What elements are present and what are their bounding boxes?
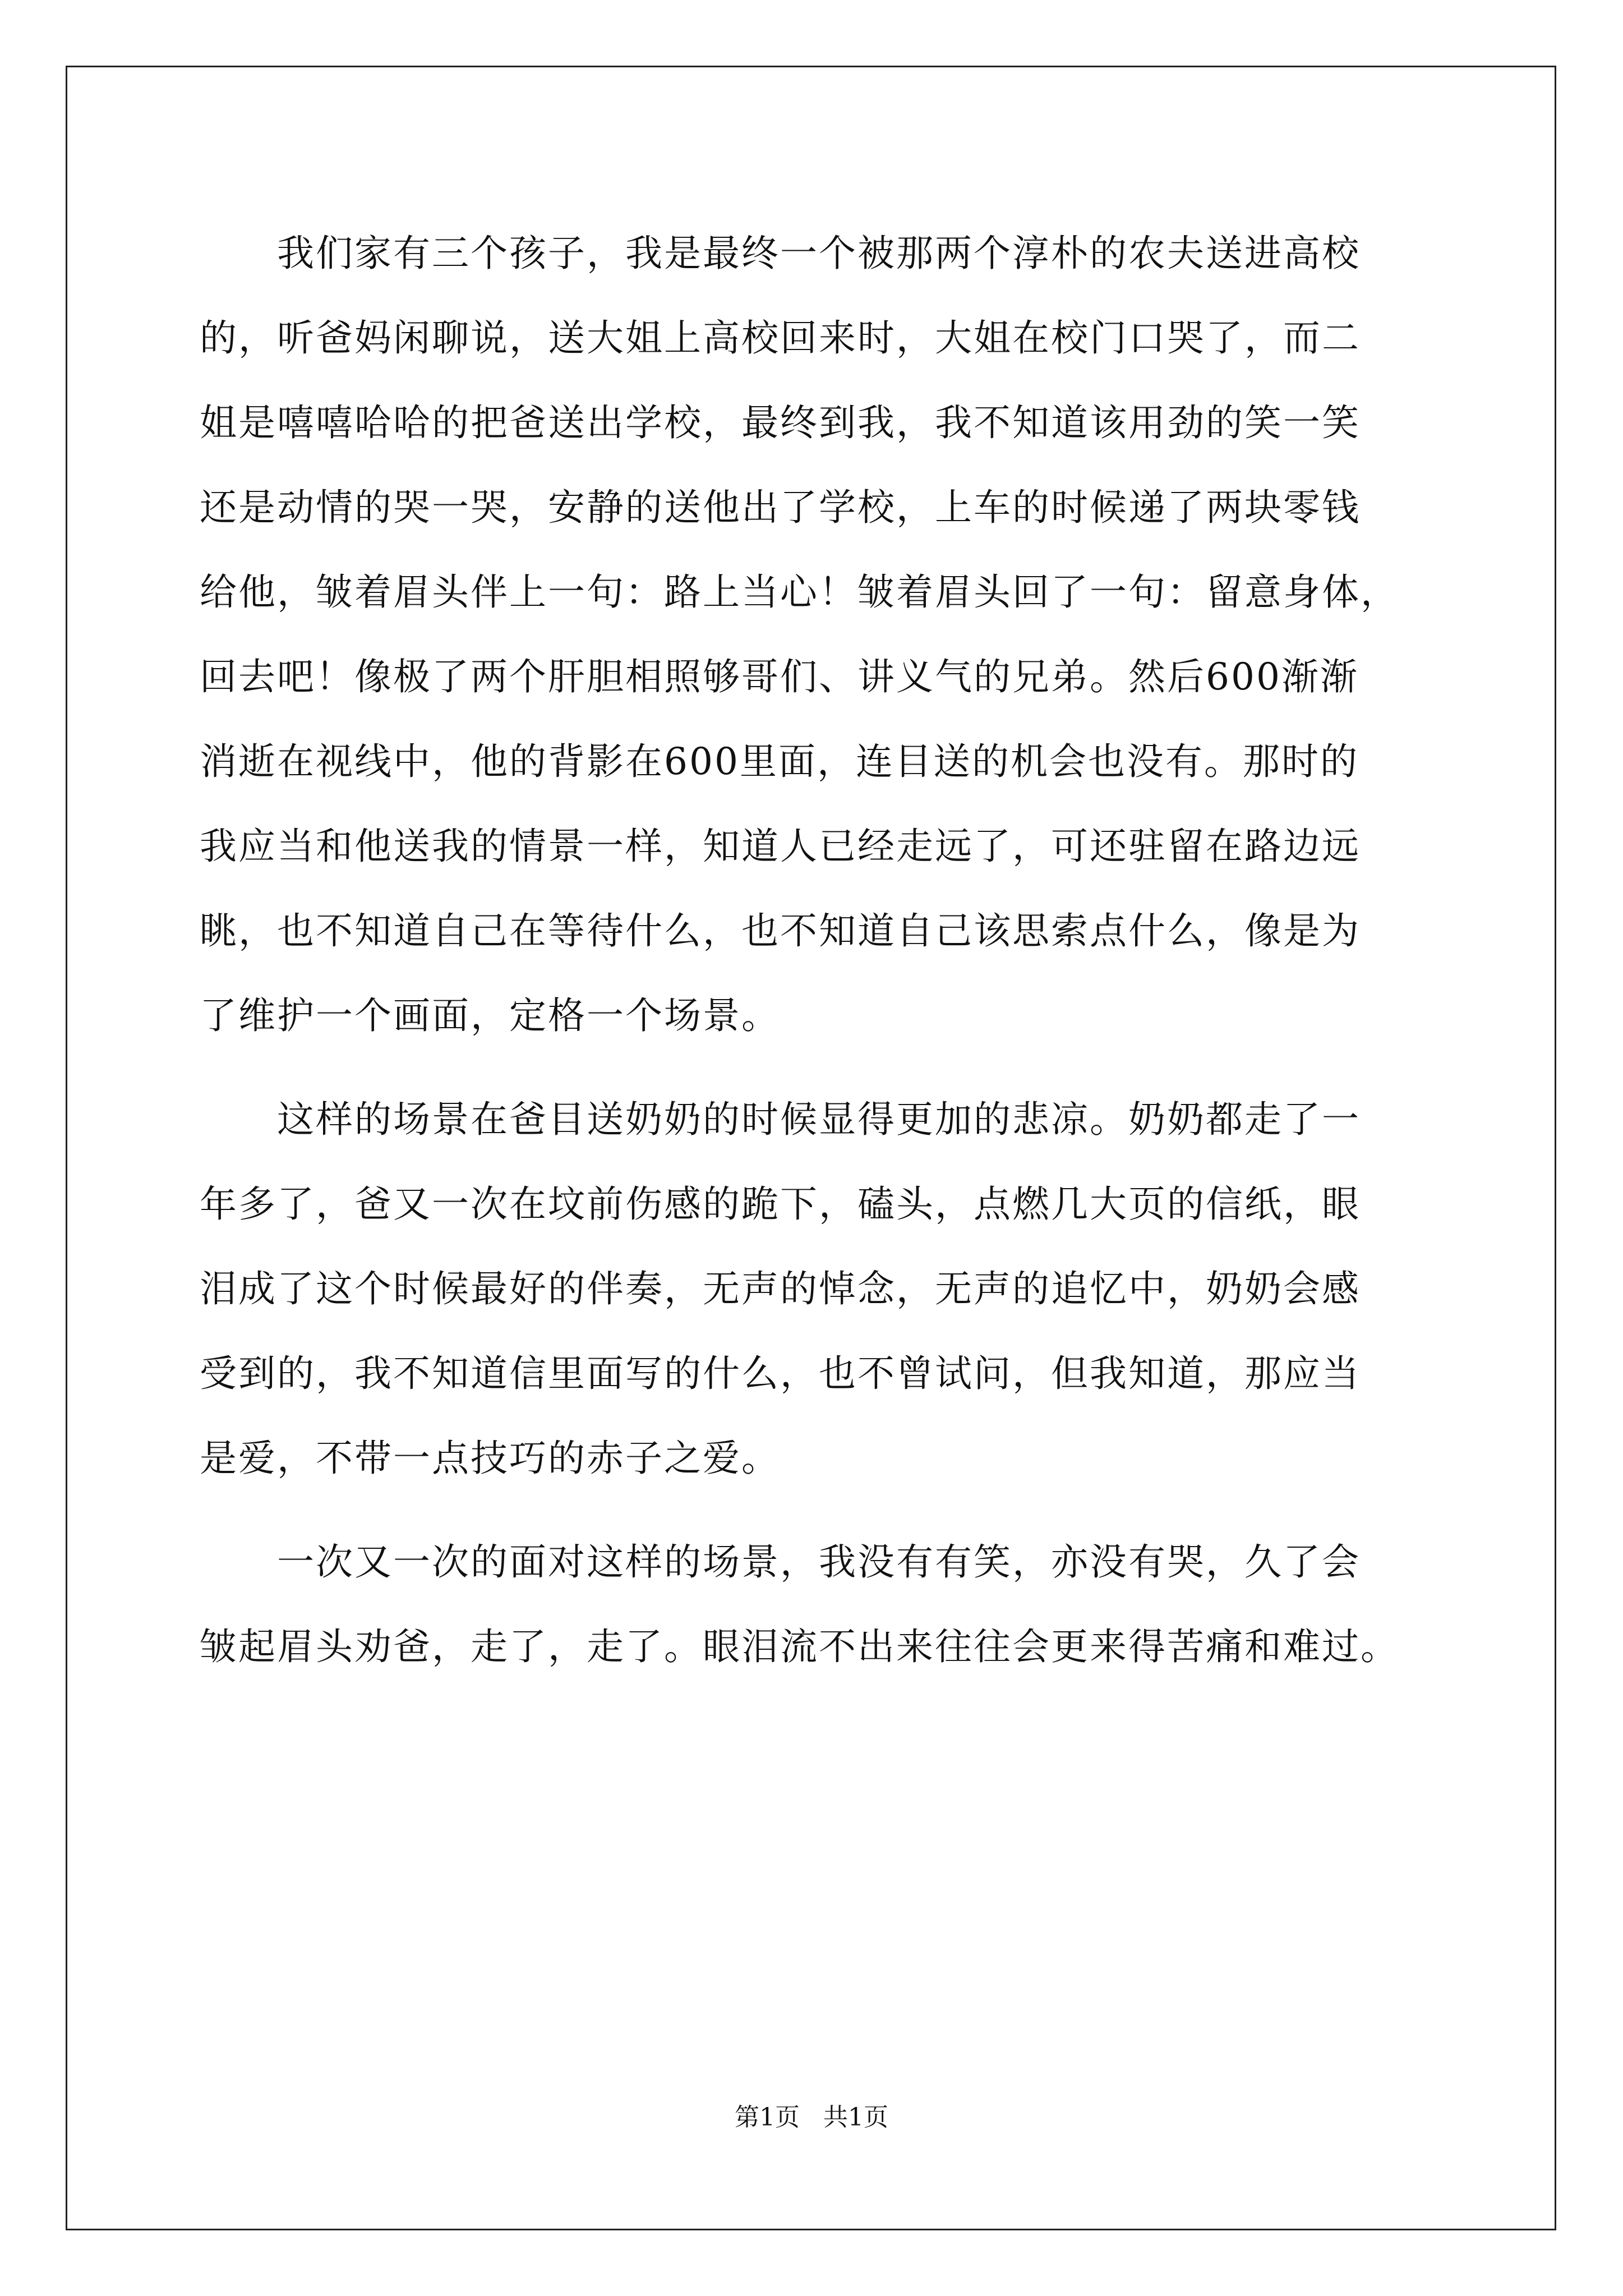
paragraph-1 xyxy=(200,211,1428,1058)
document-body xyxy=(200,211,1428,1689)
paragraph-spacer xyxy=(200,1501,1428,1520)
page-number-footer: 第1页 共1页 xyxy=(735,2103,888,2132)
text-line: 我应当和他送我的情景一样，知道人已经走远了，可还驻留在路边远 xyxy=(200,825,1361,868)
text-line: 泪成了这个时候最好的伴奏，无声的悼念，无声的追忆中，奶奶会感 xyxy=(200,1267,1361,1310)
text-line: 皱起眉头劝爸，走了，走了。眼泪流不出来往往会更来得苦痛和难过。 xyxy=(200,1625,1399,1668)
paragraph-2 xyxy=(200,1077,1428,1501)
text-line: 一次又一次的面对这样的场景，我没有有笑，亦没有哭，久了会 xyxy=(200,1540,1361,1584)
text-line: 还是动情的哭一哭，安静的送他出了学校，上车的时候递了两块零钱 xyxy=(200,486,1361,529)
text-line: 我们家有三个孩子，我是最终一个被那两个淳朴的农夫送进高校 xyxy=(200,232,1361,275)
paragraph-spacer xyxy=(200,1058,1428,1077)
paragraph-3 xyxy=(200,1520,1428,1689)
text-line: 年多了，爸又一次在坟前伤感的跪下，磕头，点燃几大页的信纸，眼 xyxy=(200,1182,1361,1226)
text-line: 消逝在视线中，他的背影在600里面，连目送的机会也没有。那时的 xyxy=(200,740,1359,783)
text-line: 了维护一个画面，定格一个场景。 xyxy=(200,994,780,1037)
text-line: 给他，皱着眉头伴上一句：路上当心！皱着眉头回了一句：留意身体， xyxy=(200,570,1399,614)
text-line: 姐是嘻嘻哈哈的把爸送出学校，最终到我，我不知道该用劲的笑一笑 xyxy=(200,401,1361,444)
text-line: 回去吧！像极了两个肝胆相照够哥们、讲义气的兄弟。然后600渐渐 xyxy=(200,655,1359,698)
text-line: 的，听爸妈闲聊说，送大姐上高校回来时，大姐在校门口哭了，而二 xyxy=(200,316,1361,360)
text-line: 受到的，我不知道信里面写的什么，也不曾试问，但我知道，那应当 xyxy=(200,1352,1361,1395)
text-line: 眺，也不知道自己在等待什么，也不知道自己该思索点什么，像是为 xyxy=(200,909,1361,953)
text-line: 这样的场景在爸目送奶奶的时候显得更加的悲凉。奶奶都走了一 xyxy=(200,1098,1361,1141)
text-line: 是爱，不带一点技巧的赤子之爱。 xyxy=(200,1437,780,1480)
